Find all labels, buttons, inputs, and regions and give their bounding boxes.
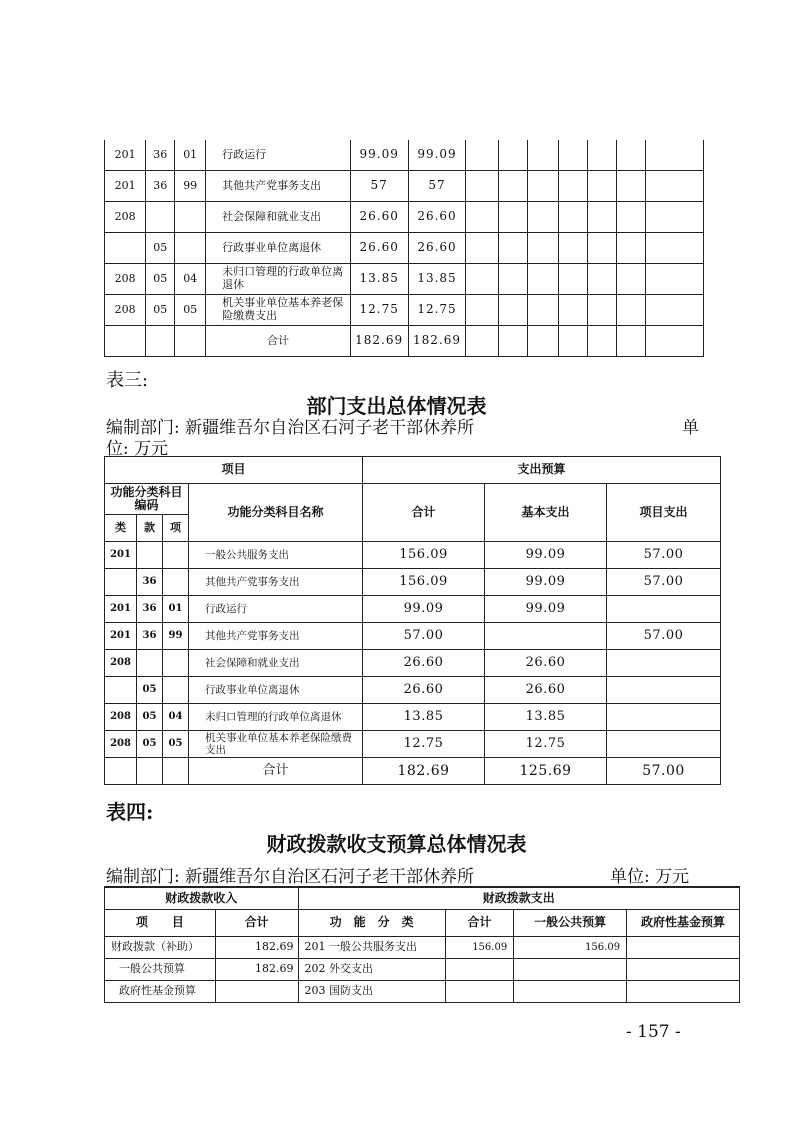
empty-cell: [499, 140, 528, 171]
expense-general: 156.09: [514, 937, 627, 959]
value-basic: 26.60: [485, 650, 607, 677]
section4-unit: 单位: 万元: [610, 867, 690, 887]
value-fiscal: 13.85: [408, 264, 466, 295]
t3-header-func: 功 能 分 类: [298, 910, 445, 937]
expense-general: [514, 981, 627, 1003]
value-total: 26.60: [350, 202, 408, 233]
t3-header-sum2: 合计: [445, 910, 514, 937]
item-code: 04: [175, 264, 206, 295]
empty-cell: [617, 233, 646, 264]
subject-name: 机关事业单位基本养老保险缴费支出: [206, 295, 351, 326]
empty-cell: [528, 264, 559, 295]
value-project: [607, 731, 721, 758]
value-project: [607, 596, 721, 623]
expense-fund: [627, 937, 740, 959]
empty-cell: [528, 202, 559, 233]
empty-cell: [528, 326, 559, 357]
t3-header-expense: 财政拨款支出: [298, 887, 739, 910]
section4-title: 财政拨款收支预算总体情况表: [266, 832, 527, 856]
table-row: [105, 704, 721, 731]
class-code: [105, 677, 137, 704]
value-fiscal: 26.60: [408, 202, 466, 233]
expense-fund: [627, 981, 740, 1003]
table-row: [105, 623, 721, 650]
value-basic: 12.75: [485, 731, 607, 758]
section-code: 36: [146, 140, 175, 171]
t2-header-xiang: 项: [163, 515, 189, 542]
section3-dept: 编制部门: 新疆维吾尔自治区石河子老干部休养所: [106, 418, 475, 438]
table-row: [105, 171, 704, 202]
subject-name: 其他共产党事务支出: [206, 171, 351, 202]
income-item: 政府性基金预算: [105, 981, 216, 1003]
section3-title: 部门支出总体情况表: [306, 394, 487, 418]
value-total: 57.00: [363, 623, 485, 650]
section3-unit-b: 位: 万元: [106, 439, 169, 459]
t2-header-total: 合计: [363, 484, 485, 542]
class-code: 208: [105, 731, 137, 758]
table-row: [105, 202, 704, 233]
income-sum: 182.69: [215, 937, 298, 959]
class-code: 201: [105, 140, 146, 171]
value-project: [607, 650, 721, 677]
expense-sum: 156.09: [445, 937, 514, 959]
section-code: 05: [146, 233, 175, 264]
empty-cell: [559, 295, 588, 326]
expense-sum: [445, 981, 514, 1003]
empty-cell: [559, 140, 588, 171]
t2-header-project: 项目支出: [607, 484, 721, 542]
value-basic: 99.09: [485, 596, 607, 623]
class-code: [105, 326, 146, 357]
empty-cell: [588, 233, 617, 264]
value-total: 13.85: [363, 704, 485, 731]
item-code: 04: [163, 704, 189, 731]
empty-cell: [499, 326, 528, 357]
expense-function: 203 国防支出: [298, 981, 445, 1003]
value-total: 99.09: [350, 140, 408, 171]
empty-cell: [466, 140, 499, 171]
item-code: 05: [175, 295, 206, 326]
empty-cell: [528, 171, 559, 202]
value-total: 12.75: [363, 731, 485, 758]
income-item: 财政拨款（补助）: [105, 937, 216, 959]
empty-cell: [646, 326, 704, 357]
t3-header-item: 项 目: [105, 910, 216, 937]
expense-fund: [627, 959, 740, 981]
value-basic: 13.85: [485, 704, 607, 731]
empty-cell: [466, 202, 499, 233]
empty-cell: [528, 233, 559, 264]
table-continuation: [104, 140, 704, 357]
t2-header-code: 功能分类科目编码: [105, 484, 189, 515]
empty-cell: [588, 202, 617, 233]
empty-cell: [137, 758, 163, 785]
class-code: 208: [105, 202, 146, 233]
empty-cell: [499, 295, 528, 326]
empty-cell: [646, 233, 704, 264]
table-row: [105, 140, 704, 171]
section-code: 36: [137, 623, 163, 650]
subject-name: 合计: [206, 326, 351, 357]
section-code: [137, 650, 163, 677]
empty-cell: [559, 202, 588, 233]
value-total: 99.09: [363, 596, 485, 623]
t2-header-lei: 类: [105, 515, 137, 542]
subject-name: 社会保障和就业支出: [206, 202, 351, 233]
section-code: [137, 542, 163, 569]
table-row: [105, 731, 721, 758]
subject-name: 其他共产党事务支出: [189, 623, 363, 650]
table-row: [105, 542, 721, 569]
total-basic: 125.69: [485, 758, 607, 785]
item-code: [175, 233, 206, 264]
table-row: [105, 981, 740, 1003]
value-fiscal: 182.69: [408, 326, 466, 357]
value-basic: [485, 623, 607, 650]
value-project: 57.00: [607, 542, 721, 569]
empty-cell: [559, 171, 588, 202]
section-code: 05: [137, 677, 163, 704]
value-fiscal: 26.60: [408, 233, 466, 264]
empty-cell: [105, 758, 137, 785]
empty-cell: [466, 264, 499, 295]
table-row: [105, 264, 704, 295]
value-total: 156.09: [363, 569, 485, 596]
item-code: [163, 542, 189, 569]
value-total: 12.75: [350, 295, 408, 326]
value-total: 26.60: [363, 677, 485, 704]
value-project: [607, 677, 721, 704]
section-code: 36: [137, 596, 163, 623]
item-code: [163, 569, 189, 596]
section-code: [146, 202, 175, 233]
value-total: 26.60: [363, 650, 485, 677]
table-row: [105, 677, 721, 704]
table-row: [105, 596, 721, 623]
empty-cell: [466, 233, 499, 264]
t2-header-basic: 基本支出: [485, 484, 607, 542]
empty-cell: [588, 326, 617, 357]
subject-name: 行政运行: [189, 596, 363, 623]
empty-cell: [646, 202, 704, 233]
department-expenditure-table: [104, 456, 721, 785]
empty-cell: [499, 264, 528, 295]
section-code: 36: [146, 171, 175, 202]
section-code: 05: [137, 731, 163, 758]
value-project: 57.00: [607, 569, 721, 596]
value-total: 57: [350, 171, 408, 202]
subject-name: 行政运行: [206, 140, 351, 171]
class-code: 201: [105, 623, 137, 650]
fiscal-appropriation-table: [104, 886, 740, 1003]
total-project: 57.00: [607, 758, 721, 785]
section3-unit-a: 单: [682, 418, 699, 438]
class-code: [105, 233, 146, 264]
value-total: 182.69: [350, 326, 408, 357]
item-code: 01: [175, 140, 206, 171]
table-row: [105, 295, 704, 326]
section-code: 05: [137, 704, 163, 731]
table-row: [105, 326, 704, 357]
empty-cell: [559, 233, 588, 264]
t3-header-general: 一般公共预算: [514, 910, 627, 937]
t2-header-budget: 支出预算: [363, 457, 721, 484]
value-fiscal: 12.75: [408, 295, 466, 326]
empty-cell: [499, 233, 528, 264]
item-code: 05: [163, 731, 189, 758]
empty-cell: [528, 140, 559, 171]
value-total: 26.60: [350, 233, 408, 264]
empty-cell: [646, 171, 704, 202]
empty-cell: [466, 326, 499, 357]
value-basic: 26.60: [485, 677, 607, 704]
section-code: 36: [137, 569, 163, 596]
item-code: [163, 677, 189, 704]
empty-cell: [559, 264, 588, 295]
item-code: 01: [163, 596, 189, 623]
table-row: [105, 959, 740, 981]
section4-label: 表四:: [106, 800, 154, 824]
expense-sum: [445, 959, 514, 981]
income-item: 一般公共预算: [105, 959, 216, 981]
empty-cell: [617, 326, 646, 357]
section-code: 05: [146, 295, 175, 326]
empty-cell: [646, 140, 704, 171]
section4-dept: 编制部门: 新疆维吾尔自治区石河子老干部休养所: [106, 867, 475, 887]
table-row: [105, 650, 721, 677]
class-code: 201: [105, 542, 137, 569]
subject-name: 行政事业单位离退休: [189, 677, 363, 704]
item-code: [175, 202, 206, 233]
value-fiscal: 99.09: [408, 140, 466, 171]
empty-cell: [559, 326, 588, 357]
empty-cell: [617, 202, 646, 233]
subject-name: 未归口管理的行政单位离退休: [189, 704, 363, 731]
empty-cell: [617, 171, 646, 202]
value-project: [607, 704, 721, 731]
empty-cell: [588, 295, 617, 326]
empty-cell: [499, 202, 528, 233]
t2-header-kuan: 款: [137, 515, 163, 542]
empty-cell: [588, 264, 617, 295]
empty-cell: [499, 171, 528, 202]
empty-cell: [466, 171, 499, 202]
item-code: [163, 650, 189, 677]
t3-header-income: 财政拨款收入: [105, 887, 299, 910]
empty-cell: [646, 264, 704, 295]
item-code: 99: [175, 171, 206, 202]
t3-header-sum: 合计: [215, 910, 298, 937]
empty-cell: [466, 295, 499, 326]
expense-function: 202 外交支出: [298, 959, 445, 981]
section3-label: 表三:: [106, 370, 149, 391]
subject-name: 一般公共服务支出: [189, 542, 363, 569]
empty-cell: [588, 171, 617, 202]
subject-name: 未归口管理的行政单位离退休: [206, 264, 351, 295]
value-fiscal: 57: [408, 171, 466, 202]
t2-header-name: 功能分类科目名称: [189, 484, 363, 542]
page-number: - 157 -: [626, 1022, 681, 1042]
empty-cell: [528, 295, 559, 326]
subject-name: 行政事业单位离退休: [206, 233, 351, 264]
empty-cell: [617, 295, 646, 326]
income-sum: [215, 981, 298, 1003]
class-code: 208: [105, 704, 137, 731]
value-basic: 99.09: [485, 569, 607, 596]
value-basic: 99.09: [485, 542, 607, 569]
total-value: 182.69: [363, 758, 485, 785]
t3-header-fund: 政府性基金预算: [627, 910, 740, 937]
value-total: 156.09: [363, 542, 485, 569]
expense-general: [514, 959, 627, 981]
class-code: 208: [105, 264, 146, 295]
subject-name: 社会保障和就业支出: [189, 650, 363, 677]
item-code: 99: [163, 623, 189, 650]
empty-cell: [646, 295, 704, 326]
empty-cell: [163, 758, 189, 785]
expense-function: 201 一般公共服务支出: [298, 937, 445, 959]
table-row: [105, 937, 740, 959]
class-code: 201: [105, 596, 137, 623]
empty-cell: [617, 264, 646, 295]
income-sum: 182.69: [215, 959, 298, 981]
total-row: [105, 758, 721, 785]
value-total: 13.85: [350, 264, 408, 295]
total-label: 合计: [189, 758, 363, 785]
subject-name: 机关事业单位基本养老保险缴费支出: [189, 731, 363, 758]
item-code: [175, 326, 206, 357]
class-code: 201: [105, 171, 146, 202]
table-row: [105, 569, 721, 596]
class-code: 208: [105, 650, 137, 677]
class-code: 208: [105, 295, 146, 326]
table-row: [105, 233, 704, 264]
value-project: 57.00: [607, 623, 721, 650]
section-code: 05: [146, 264, 175, 295]
class-code: [105, 569, 137, 596]
t2-header-item: 项目: [105, 457, 363, 484]
section-code: [146, 326, 175, 357]
empty-cell: [588, 140, 617, 171]
subject-name: 其他共产党事务支出: [189, 569, 363, 596]
empty-cell: [617, 140, 646, 171]
